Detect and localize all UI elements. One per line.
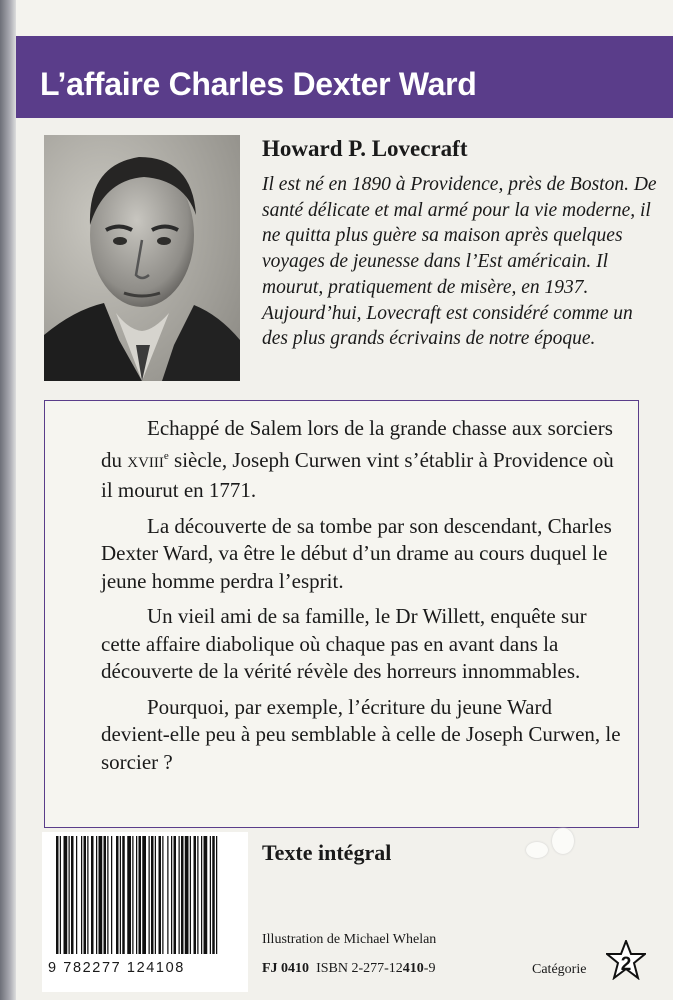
barcode-bar <box>64 836 68 954</box>
barcode-bar <box>185 836 189 954</box>
book-summary <box>101 415 621 784</box>
barcode-digits: 9 782277 124108 <box>48 960 185 976</box>
author-portrait <box>44 135 240 381</box>
summary-paragraph: Pourquoi, par exemple, l’écriture du jeune Ward devient-elle peu à peu semblable à celle de Joseph Curwen, le sorcier ? <box>101 694 621 774</box>
barcode-bar <box>139 836 142 954</box>
barcode-bar <box>76 836 77 954</box>
barcode-bar <box>136 836 137 954</box>
category-number: 2 <box>620 954 632 975</box>
isbn-prefix: ISBN 2-277-12 <box>316 961 403 976</box>
barcode-bar <box>122 836 125 954</box>
barcode-bar <box>107 836 108 954</box>
barcode-bar <box>96 836 97 954</box>
barcode-bar <box>120 836 121 954</box>
barcode-bar <box>179 836 180 954</box>
barcode-bar <box>149 836 150 954</box>
barcode-bar <box>132 836 133 954</box>
barcode-bar <box>127 836 131 954</box>
catalog-code: FJ 0410 <box>262 961 310 976</box>
barcode-bar <box>216 836 217 954</box>
barcode-bar <box>84 836 87 954</box>
barcode-bar <box>212 836 215 954</box>
barcode-bar <box>194 836 197 954</box>
summary-paragraph: Un vieil ami de sa famille, le Dr Willett, enquête sur cette affaire diabolique où chaque pas en avant dans la découverte de la vérité révèle des horreurs innommables. <box>101 604 587 683</box>
barcode-bar <box>56 836 59 954</box>
cover-top-edge <box>0 0 673 36</box>
paper-wear-mark <box>552 828 574 854</box>
category-star-icon <box>606 940 646 980</box>
barcode-bar <box>71 836 74 954</box>
summary-paragraph <box>101 415 621 505</box>
barcode-bar <box>91 836 94 954</box>
author-bio: Il est né en 1890 à Providence, près de Boston. De santé délicate et mal armé pour la vie moderne, il ne quitta plus guère sa maison après quelques voyages de jeunesse dans l’Est américain. Il mourut, pratiquement de misère, en 1937. Aujourd’hui, Lovecraft est considéré comme un des plus grands écrivains de notre époque. <box>262 174 657 350</box>
illustration-credit: Illustration de Michael Whelan <box>262 932 437 947</box>
barcode-bar <box>142 836 146 954</box>
barcode-bar <box>162 836 163 954</box>
barcode-bar <box>204 836 208 954</box>
barcode-bar <box>197 836 198 954</box>
barcode-bar <box>201 836 202 954</box>
barcode-bar <box>116 836 119 954</box>
barcode-bar <box>174 836 177 954</box>
barcode-bar <box>104 836 107 954</box>
barcode-bar <box>151 836 154 954</box>
title-band <box>16 36 673 118</box>
edition-label: Texte intégral <box>262 840 392 865</box>
isbn-bold: 410 <box>402 961 424 976</box>
barcode-bar <box>111 836 112 954</box>
century-numeral: XVIII <box>127 454 164 471</box>
isbn-suffix: -9 <box>423 961 436 976</box>
barcode-bar <box>181 836 184 954</box>
barcode-bar <box>210 836 211 954</box>
barcode-bar <box>60 836 61 954</box>
summary-text: Echappé de Salem lors de la grande chasse aux sorciers du <box>101 416 613 472</box>
barcode-bar <box>87 836 88 954</box>
summary-paragraph: La découverte de sa tombe par son descendant, Charles Dexter Ward, va être le début d’un drame au cours duquel le jeune homme perdra l’esprit. <box>101 513 612 593</box>
barcode-bar <box>167 836 168 954</box>
century-superscript: e <box>163 449 169 462</box>
author-name: Howard P. Lovecraft <box>262 136 468 161</box>
barcode-bar <box>81 836 82 954</box>
cover-spine-edge <box>0 0 16 1000</box>
category-label: Catégorie <box>532 962 587 977</box>
barcode-bars-icon <box>42 832 248 956</box>
barcode-bar <box>99 836 103 954</box>
summary-text: siècle, Joseph Curwen vint s’établir à Providence où il mourut en 1771. <box>101 447 614 502</box>
paper-wear-mark <box>526 842 548 858</box>
barcode-bar <box>155 836 156 954</box>
portrait-photo-icon <box>44 135 240 381</box>
summary-box <box>44 400 639 828</box>
barcode-bar <box>171 836 172 954</box>
book-title: L’affaire Charles Dexter Ward <box>40 66 477 102</box>
barcode-bar <box>190 836 191 954</box>
isbn-barcode <box>42 832 248 992</box>
catalog-codes <box>262 961 435 977</box>
barcode-bar <box>159 836 162 954</box>
barcode-bar <box>69 836 70 954</box>
